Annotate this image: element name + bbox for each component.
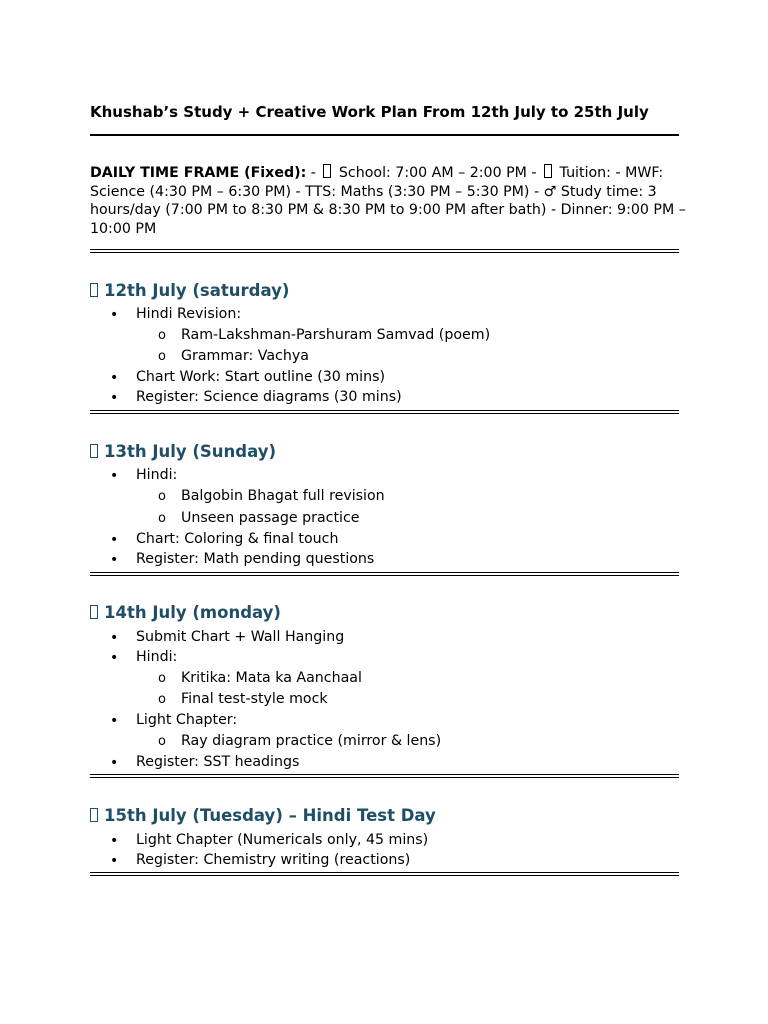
school-icon [323,164,331,178]
section-divider [90,774,679,778]
list-item: Light Chapter (Numericals only, 45 mins) [136,832,429,848]
sub-bullet: o [158,734,166,749]
day-heading-13th-july: 13th July (Sunday) [90,442,276,461]
bullet: • [110,713,119,729]
calendar-icon [90,808,98,822]
section-divider [90,572,679,576]
sub-list-item: Grammar: Vachya [181,348,309,364]
bullet: • [110,833,119,849]
sub-bullet: o [158,692,166,707]
sub-bullet: o [158,671,166,686]
list-item: Chart Work: Start outline (30 mins) [136,369,386,385]
list-item: Light Chapter: [136,712,238,728]
bullet: • [110,755,119,771]
section-divider [90,410,679,414]
sub-list-item: Final test-style mock [181,691,328,707]
document-title: Khushab’s Study + Creative Work Plan From 12th July to 25th July [90,103,649,121]
time-frame-school: School: 7:00 AM – 2:00 PM - [334,165,542,181]
bullet: • [110,853,119,869]
list-item: Hindi: [136,467,178,483]
sub-list-item: Balgobin Bhagat full revision [181,488,385,504]
bullet: • [110,370,119,386]
sub-bullet: o [158,328,166,343]
list-item: Hindi Revision: [136,306,242,322]
day-heading-14th-july: 14th July (monday) [90,603,281,622]
day-heading-12th-july: 12th July (saturday) [90,281,289,300]
daily-time-frame [90,164,700,238]
list-item: Submit Chart + Wall Hanging [136,629,345,645]
list-item: Register: Science diagrams (30 mins) [136,389,402,405]
bullet: • [110,307,119,323]
section-divider [90,249,679,253]
bullet: • [110,552,119,568]
sub-bullet: o [158,511,166,526]
bullet: • [110,390,119,406]
list-item: Register: SST headings [136,754,300,770]
sub-list-item: Kritika: Mata ka Aanchaal [181,670,362,686]
sub-bullet: o [158,489,166,504]
section-divider [90,872,679,876]
bullet: • [110,468,119,484]
calendar-icon [90,444,98,458]
title-underline [90,134,679,136]
sub-list-item: Ram-Lakshman-Parshuram Samvad (poem) [181,327,491,343]
time-frame-label: DAILY TIME FRAME (Fixed): [90,165,307,181]
sub-list-item: Ray diagram practice (mirror & lens) [181,733,442,749]
list-item: Register: Chemistry writing (reactions) [136,852,411,868]
sub-bullet: o [158,349,166,364]
list-item: Chart: Coloring & final touch [136,531,339,547]
tuition-icon [544,164,552,178]
list-item: Register: Math pending questions [136,551,375,567]
sub-list-item: Unseen passage practice [181,510,360,526]
bullet: • [110,630,119,646]
time-frame-separator: - [306,165,321,181]
calendar-icon [90,283,98,297]
day-heading-15th-july: 15th July (Tuesday) – Hindi Test Day [90,806,436,825]
calendar-icon [90,605,98,619]
time-frame-rest: Tuition: - MWF: Science (4:30 PM – 6:30 PM) - TTS: Maths (3:30 PM – 5:30 PM) - ♂ Study time: 3 hours/day (7:00 PM to 8:30 PM & 8:30 PM to 9:00 PM after bath) - Dinner: 9:00 PM – 10:00 PM [90,165,686,237]
bullet: • [110,532,119,548]
bullet: • [110,650,119,666]
list-item: Hindi: [136,649,178,665]
